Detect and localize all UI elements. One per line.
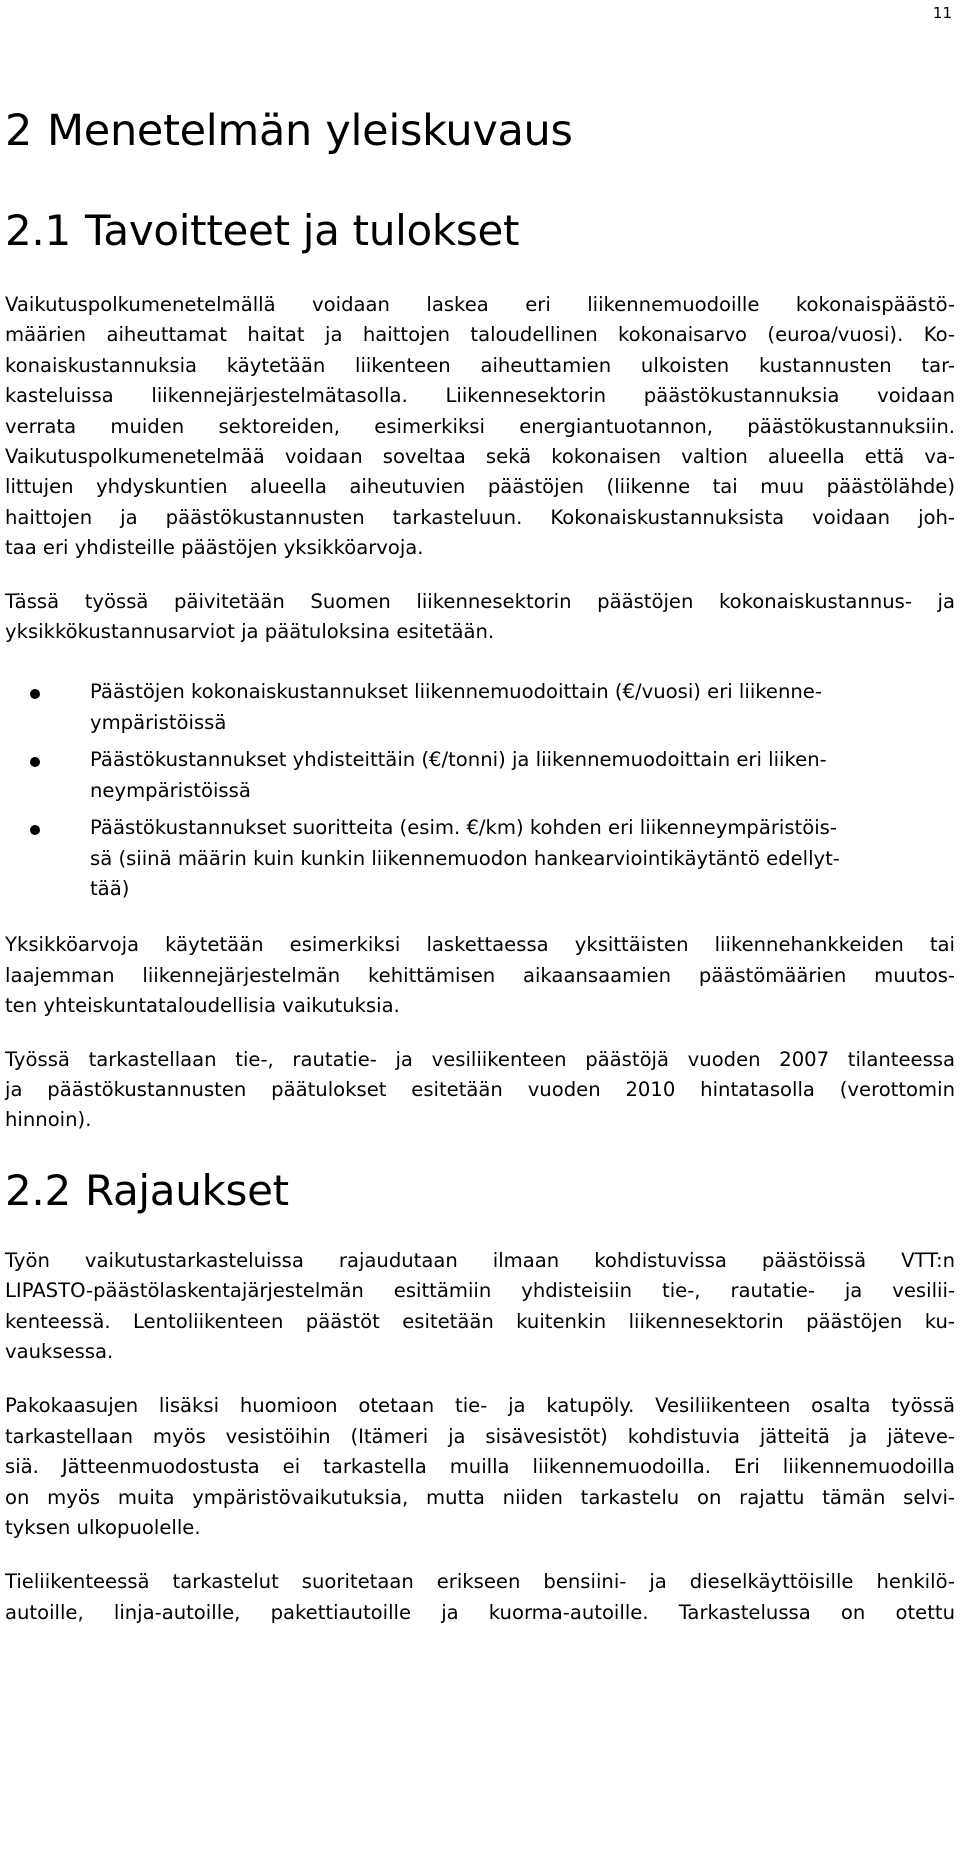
paragraph <box>5 587 955 648</box>
text-line: tää) <box>90 876 130 900</box>
section-title: Tavoitteet ja tulokset <box>85 206 520 255</box>
text-line: Päästökustannukset suoritteita (esim. €/km) kohden eri liikenneympäristöis- <box>90 816 837 840</box>
text-line: autoille, linja-autoille, pakettiautoille ja kuorma-autoille. Tarkastelussa on otettu <box>5 1600 955 1624</box>
text-line: tarkastellaan myös vesistöihin (Itämeri ja sisävesistöt) kohdistuvia jätteitä ja jäteve- <box>5 1424 955 1448</box>
paragraph <box>5 930 955 1021</box>
list-item <box>5 813 955 904</box>
page-content <box>5 106 955 1628</box>
list-item <box>5 745 955 806</box>
paragraph <box>5 1567 955 1628</box>
text-line: ten yhteiskuntataloudellisia vaikutuksia. <box>5 994 400 1018</box>
text-line: littujen yhdyskuntien alueella aiheutuvien päästöjen (liikenne tai muu päästölähde) <box>5 475 955 499</box>
bullet-list <box>5 677 955 904</box>
text-line: Tieliikenteessä tarkastelut suoritetaan erikseen bensiini- ja dieselkäyttöisille henkilö- <box>5 1570 955 1594</box>
paragraph <box>5 290 955 564</box>
text-line: konaiskustannuksia käytetään liikenteen aiheuttamien ulkoisten kustannusten tar- <box>5 353 955 377</box>
text-line: ympäristöissä <box>90 710 227 734</box>
paragraph <box>5 1045 955 1136</box>
section-title: Rajaukset <box>85 1165 289 1215</box>
text-line: Vaikutuspolkumenetelmällä voidaan laskea eri liikennemuodoille kokonaispäästö- <box>5 293 955 316</box>
text-line: taa eri yhdisteille päästöjen yksikköarvoja. <box>5 536 424 560</box>
bullet-icon <box>30 757 40 767</box>
text-line: verrata muiden sektoreiden, esimerkiksi energiantuotannon, päästökustannuksiin. <box>5 414 955 438</box>
bullet-icon <box>30 825 40 835</box>
text-line: tyksen ulkopuolelle. <box>5 1516 201 1539</box>
chapter-title: Menetelmän yleiskuvaus <box>47 106 573 156</box>
paragraph <box>5 1246 955 1368</box>
text-line: vauksessa. <box>5 1339 114 1363</box>
text-line: kenteessä. Lentoliikenteen päästöt esitetään kuitenkin liikennesektorin päästöjen ku- <box>5 1309 955 1333</box>
text-line: on myös muita ympäristövaikutuksia, mutta niiden tarkastelu on rajattu tämän selvi- <box>5 1485 955 1509</box>
section-heading-2-1 <box>5 206 955 255</box>
text-line: Päästökustannukset yhdisteittäin (€/tonni) ja liikennemuodoittain eri liiken- <box>90 748 827 772</box>
text-line: Päästöjen kokonaiskustannukset liikennemuodoittain (€/vuosi) eri liikenne- <box>90 680 822 704</box>
text-line: siä. Jätteenmuodostusta ei tarkastella muilla liikennemuodoilla. Eri liikennemuodoilla <box>5 1455 955 1479</box>
list-item <box>5 677 955 738</box>
text-line: neympäristöissä <box>90 778 251 802</box>
text-line: sä (siinä määrin kuin kunkin liikennemuodon hankearviointikäytäntö edellyt- <box>90 846 840 870</box>
section-heading-2-2 <box>5 1165 955 1215</box>
text-line: Vaikutuspolkumenetelmää voidaan soveltaa sekä kokonaisen valtion alueella että va- <box>5 445 955 469</box>
text-line: Työssä tarkastellaan tie-, rautatie- ja vesiliikenteen päästöjä vuoden 2007 tilanteessa <box>5 1047 955 1071</box>
text-line: LIPASTO-päästölaskentajärjestelmän esittämiin yhdisteisiin tie-, rautatie- ja vesilii- <box>5 1279 955 1303</box>
text-line: Tässä työssä päivitetään Suomen liikennesektorin päästöjen kokonaiskustannus- ja <box>5 589 955 613</box>
chapter-number: 2 <box>5 106 33 156</box>
text-line: haittojen ja päästökustannusten tarkasteluun. Kokonaiskustannuksista voidaan joh- <box>5 505 955 529</box>
text-line: määrien aiheuttamat haitat ja haittojen taloudellinen kokonaisarvo (euroa/vuosi). Ko- <box>5 323 955 347</box>
text-line: Yksikköarvoja käytetään esimerkiksi laskettaessa yksittäisten liikennehankkeiden tai <box>5 933 955 957</box>
text-line: hinnoin). <box>5 1108 92 1132</box>
section-number: 2.1 <box>5 206 71 255</box>
chapter-heading <box>5 106 955 156</box>
text-line: Pakokaasujen lisäksi huomioon otetaan tie- ja katupöly. Vesiliikenteen osalta työssä <box>5 1394 955 1418</box>
text-line: Työn vaikutustarkasteluissa rajaudutaan ilmaan kohdistuvissa päästöissä VTT:n <box>5 1248 955 1272</box>
bullet-icon <box>30 689 40 699</box>
page-number: 11 <box>932 4 952 22</box>
text-line: laajemman liikennejärjestelmän kehittämisen aikaansaamien päästömäärien muutos- <box>5 963 955 987</box>
section-number: 2.2 <box>5 1165 71 1215</box>
paragraph <box>5 1391 955 1543</box>
text-line: yksikkökustannusarviot ja päätuloksina esitetään. <box>5 620 495 644</box>
text-line: ja päästökustannusten päätulokset esitetään vuoden 2010 hintatasolla (verottomin <box>5 1077 955 1101</box>
text-line: kasteluissa liikennejärjestelmätasolla. Liikennesektorin päästökustannuksia voidaan <box>5 384 955 408</box>
